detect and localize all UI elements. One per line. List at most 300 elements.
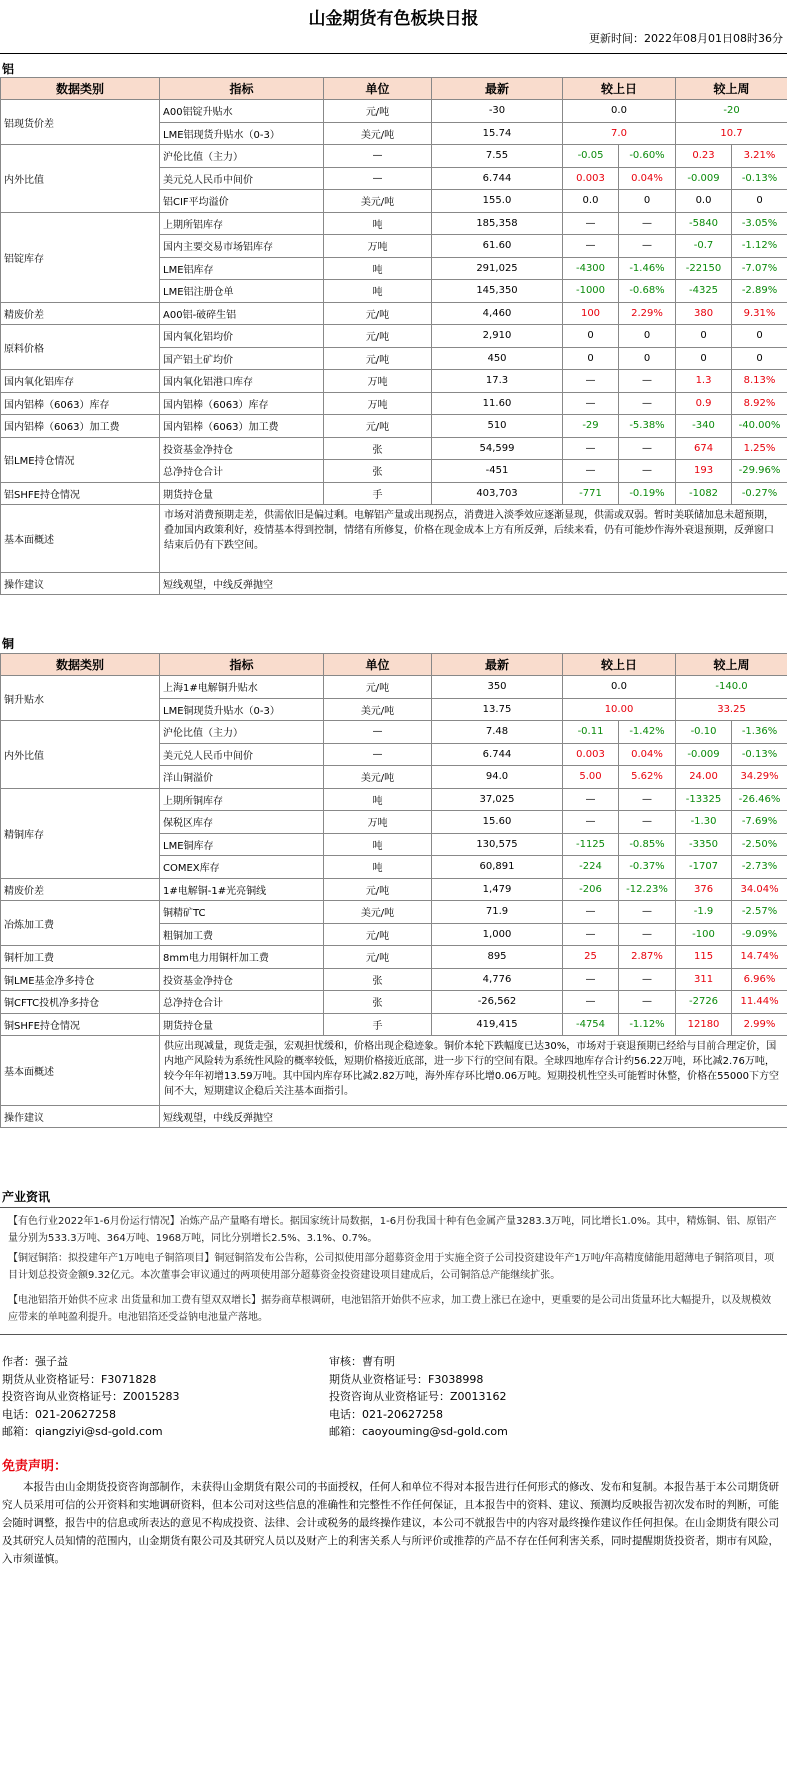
day-change-cell: 0 (563, 325, 619, 348)
category-cell: 铜SHFE持仓情况 (1, 1013, 160, 1036)
category-cell: 原料价格 (1, 325, 160, 370)
indicator-cell: LME铜现货升贴水（0-3） (160, 698, 324, 721)
day-change-cell: — (563, 991, 619, 1014)
latest-cell: 1,479 (432, 878, 563, 901)
week-change-pct-cell: 1.25% (732, 437, 787, 460)
overview-row (1, 1036, 787, 1106)
reviewer-advisory-license: 投资咨询从业资格证号：Z0013162 (329, 1390, 507, 1403)
indicator-cell: 投资基金净持仓 (160, 437, 324, 460)
week-change-cell: 376 (676, 878, 732, 901)
week-change-cell: 380 (676, 302, 732, 325)
week-change-pct-cell: 8.92% (732, 392, 787, 415)
indicator-cell: 国内主要交易市场铝库存 (160, 235, 324, 258)
table-row (1, 968, 787, 991)
table-row (1, 100, 787, 123)
week-change-cell: -100 (676, 923, 732, 946)
reviewer-name: 审核：曹有明 (329, 1355, 395, 1368)
week-change-pct-cell: -0.13% (732, 167, 787, 190)
week-change-pct-cell: 11.44% (732, 991, 787, 1014)
table-row (1, 901, 787, 924)
header-col-latest: 最新 (432, 654, 563, 676)
latest-cell: 61.60 (432, 235, 563, 258)
unit-cell: 美元/吨 (324, 901, 432, 924)
indicator-cell: 铝CIF平均溢价 (160, 190, 324, 213)
week-change-pct-cell: -7.07% (732, 257, 787, 280)
week-change-cell: -0.009 (676, 167, 732, 190)
advice-text: 短线观望，中线反弹抛空 (160, 1106, 787, 1128)
reviewer-email[interactable]: 邮箱：caoyouming@sd-gold.com (329, 1425, 508, 1438)
indicator-cell: 总净持仓合计 (160, 991, 324, 1014)
latest-cell: 11.60 (432, 392, 563, 415)
table-row (1, 721, 787, 744)
week-change-pct-cell: 0 (732, 325, 787, 348)
latest-cell: 15.74 (432, 122, 563, 145)
header-col-indicator: 指标 (160, 78, 324, 100)
unit-cell: 美元/吨 (324, 766, 432, 789)
week-change-pct-cell: 2.99% (732, 1013, 787, 1036)
day-change-pct-cell: -12.23% (619, 878, 676, 901)
advice-row (1, 573, 787, 595)
overview-row (1, 505, 787, 573)
category-cell: 铝锭库存 (1, 212, 160, 302)
unit-cell: 万吨 (324, 392, 432, 415)
header-col-vs-prev-day: 较上日 (563, 78, 676, 100)
table-row (1, 788, 787, 811)
week-change-pct-cell: -2.57% (732, 901, 787, 924)
day-change-cell: -4754 (563, 1013, 619, 1036)
latest-cell: 145,350 (432, 280, 563, 303)
category-cell: 国内铝棒（6063）加工费 (1, 415, 160, 438)
week-change-cell: -0.009 (676, 743, 732, 766)
advice-text: 短线观望，中线反弹抛空 (160, 573, 787, 595)
category-cell: 内外比值 (1, 721, 160, 789)
latest-cell: 7.48 (432, 721, 563, 744)
day-change-cell: -29 (563, 415, 619, 438)
category-cell: 精铜库存 (1, 788, 160, 878)
week-change-cell: 0 (676, 347, 732, 370)
indicator-cell: LME铝库存 (160, 257, 324, 280)
latest-cell: 54,599 (432, 437, 563, 460)
category-cell: 铜CFTC投机净多持仓 (1, 991, 160, 1014)
day-change-pct-cell: — (619, 212, 676, 235)
author-phone: 电话：021-20627258 (2, 1407, 116, 1421)
unit-cell: 吨 (324, 280, 432, 303)
unit-cell: 张 (324, 968, 432, 991)
week-change-pct-cell: -3.05% (732, 212, 787, 235)
week-change-pct-cell: -2.73% (732, 856, 787, 879)
indicator-cell: 8mm电力用铜杆加工费 (160, 946, 324, 969)
category-cell: 内外比值 (1, 145, 160, 213)
news-item: 【电池铝箔开始供不应求 出货量和加工费有望双双增长】据券商草根调研，电池铝箔开始供不应求，加工费上涨已在途中，更重要的是公司出货量环比大幅提升，以及规模效应带来的单吨盈利提升。电池铝箔还受益钠电池量产落地。 (8, 1295, 772, 1323)
latest-cell: 94.0 (432, 766, 563, 789)
category-cell: 精废价差 (1, 878, 160, 901)
indicator-cell: 粗铜加工费 (160, 923, 324, 946)
indicator-cell: 国内氧化铝均价 (160, 325, 324, 348)
week-change-cell: -3350 (676, 833, 732, 856)
week-change-cell: -1707 (676, 856, 732, 879)
author-block (2, 1353, 180, 1441)
unit-cell: 张 (324, 437, 432, 460)
day-change-cell: -206 (563, 878, 619, 901)
indicator-cell: LME铝现货升贴水（0-3） (160, 122, 324, 145)
day-change-pct-cell: — (619, 788, 676, 811)
latest-cell: 895 (432, 946, 563, 969)
indicator-cell: 上海1#电解铜升贴水 (160, 676, 324, 699)
week-change-cell: 193 (676, 460, 732, 483)
unit-cell: — (324, 167, 432, 190)
day-change-cell: — (563, 811, 619, 834)
table-row (1, 212, 787, 235)
table-row (1, 325, 787, 348)
news-divider (0, 1207, 787, 1208)
day-change-pct-cell: — (619, 991, 676, 1014)
latest-cell: -26,562 (432, 991, 563, 1014)
unit-cell: — (324, 721, 432, 744)
indicator-cell: 国内铝棒（6063）加工费 (160, 415, 324, 438)
week-change-pct-cell: -2.89% (732, 280, 787, 303)
latest-cell: 60,891 (432, 856, 563, 879)
day-change-pct-cell: 5.62% (619, 766, 676, 789)
week-change-cell: 0.0 (676, 190, 732, 213)
week-change-pct-cell: 0 (732, 347, 787, 370)
latest-cell: -30 (432, 100, 563, 123)
latest-cell: 13.75 (432, 698, 563, 721)
day-change-cell: — (563, 437, 619, 460)
indicator-cell: 国内氧化铝港口库存 (160, 370, 324, 393)
day-change-pct-cell: — (619, 811, 676, 834)
latest-cell: 185,358 (432, 212, 563, 235)
day-change-pct-cell: 0.04% (619, 167, 676, 190)
week-change-pct-cell: 34.29% (732, 766, 787, 789)
category-cell: 铝SHFE持仓情况 (1, 482, 160, 505)
category-cell: 国内氧化铝库存 (1, 370, 160, 393)
latest-cell: 155.0 (432, 190, 563, 213)
week-change-cell: -20 (676, 100, 787, 123)
top-divider (0, 53, 787, 54)
indicator-cell: 上期所铜库存 (160, 788, 324, 811)
category-cell: 铝现货价差 (1, 100, 160, 145)
week-change-pct-cell: 34.04% (732, 878, 787, 901)
day-change-cell: — (563, 968, 619, 991)
indicator-cell: 期货持仓量 (160, 482, 324, 505)
disclaimer-title: 免责声明： (2, 1459, 68, 1474)
indicator-cell: A00铝锭升贴水 (160, 100, 324, 123)
latest-cell: 450 (432, 347, 563, 370)
latest-cell: 37,025 (432, 788, 563, 811)
day-change-cell: — (563, 788, 619, 811)
week-change-cell: 33.25 (676, 698, 787, 721)
aluminum-section-title: 铝 (2, 62, 15, 76)
reviewer-block (329, 1353, 508, 1441)
week-change-pct-cell: -0.13% (732, 743, 787, 766)
category-cell: 铝LME持仓情况 (1, 437, 160, 482)
unit-cell: 元/吨 (324, 100, 432, 123)
overview-label: 基本面概述 (1, 505, 160, 573)
latest-cell: 6.744 (432, 167, 563, 190)
week-change-cell: 0.23 (676, 145, 732, 168)
week-change-cell: 311 (676, 968, 732, 991)
day-change-pct-cell: -0.19% (619, 482, 676, 505)
table-row (1, 878, 787, 901)
week-change-pct-cell: -0.27% (732, 482, 787, 505)
week-change-cell: -22150 (676, 257, 732, 280)
week-change-pct-cell: 9.31% (732, 302, 787, 325)
latest-cell: 4,776 (432, 968, 563, 991)
indicator-cell: 保税区库存 (160, 811, 324, 834)
table-row (1, 370, 787, 393)
indicator-cell: 美元兑人民币中间价 (160, 743, 324, 766)
week-change-pct-cell: -2.50% (732, 833, 787, 856)
news-section-title: 产业资讯 (2, 1190, 51, 1204)
day-change-pct-cell: — (619, 923, 676, 946)
day-change-cell: -1000 (563, 280, 619, 303)
author-name: 作者：强子益 (2, 1355, 68, 1368)
day-change-pct-cell: — (619, 460, 676, 483)
unit-cell: 元/吨 (324, 325, 432, 348)
week-change-pct-cell: -29.96% (732, 460, 787, 483)
indicator-cell: LME铜库存 (160, 833, 324, 856)
week-change-pct-cell: -40.00% (732, 415, 787, 438)
latest-cell: 6.744 (432, 743, 563, 766)
week-change-pct-cell: 14.74% (732, 946, 787, 969)
table-row (1, 437, 787, 460)
day-change-pct-cell: — (619, 235, 676, 258)
indicator-cell: COMEX库存 (160, 856, 324, 879)
day-change-cell: 100 (563, 302, 619, 325)
day-change-cell: 10.00 (563, 698, 676, 721)
day-change-cell: -0.05 (563, 145, 619, 168)
table-row (1, 1013, 787, 1036)
latest-cell: 7.55 (432, 145, 563, 168)
day-change-pct-cell: 0.04% (619, 743, 676, 766)
week-change-pct-cell: 6.96% (732, 968, 787, 991)
unit-cell: 元/吨 (324, 676, 432, 699)
category-cell: 精废价差 (1, 302, 160, 325)
aluminum-table (0, 77, 787, 595)
week-change-cell: -0.7 (676, 235, 732, 258)
day-change-cell: 0 (563, 347, 619, 370)
header-col-category: 数据类别 (1, 654, 160, 676)
day-change-pct-cell: -0.85% (619, 833, 676, 856)
week-change-pct-cell: -26.46% (732, 788, 787, 811)
day-change-cell: — (563, 235, 619, 258)
week-change-cell: -13325 (676, 788, 732, 811)
day-change-pct-cell: -1.46% (619, 257, 676, 280)
unit-cell: 手 (324, 482, 432, 505)
day-change-pct-cell: — (619, 437, 676, 460)
day-change-cell: 0.0 (563, 190, 619, 213)
day-change-cell: 0.0 (563, 100, 676, 123)
news-item: 【有色行业2022年1-6月份运行情况】冶炼产品产量略有增长。据国家统计局数据，1-6月份我国十种有色金属产量3283.3万吨，同比增长1.0%。其中，精炼铜、铝、原铝产量分别为533.3万吨、364万吨、1968万吨，同比分别增长2.5%、3.1%、0.7%。 (8, 1216, 777, 1244)
week-change-cell: -4325 (676, 280, 732, 303)
header-col-unit: 单位 (324, 78, 432, 100)
week-change-cell: -1082 (676, 482, 732, 505)
unit-cell: — (324, 743, 432, 766)
reviewer-phone: 电话：021-20627258 (329, 1407, 443, 1421)
table-row (1, 392, 787, 415)
author-advisory-license: 投资咨询从业资格证号：Z0015283 (2, 1390, 180, 1403)
day-change-cell: — (563, 212, 619, 235)
author-email[interactable]: 邮箱：qiangziyi@sd-gold.com (2, 1425, 163, 1438)
latest-cell: 15.60 (432, 811, 563, 834)
day-change-pct-cell: 2.87% (619, 946, 676, 969)
unit-cell: 手 (324, 1013, 432, 1036)
advice-label: 操作建议 (1, 573, 160, 595)
unit-cell: 美元/吨 (324, 122, 432, 145)
latest-cell: 2,910 (432, 325, 563, 348)
unit-cell: 张 (324, 460, 432, 483)
week-change-cell: 115 (676, 946, 732, 969)
latest-cell: 403,703 (432, 482, 563, 505)
week-change-cell: 674 (676, 437, 732, 460)
table-row (1, 946, 787, 969)
update-time: 更新时间：2022年08月01日08时36分 (589, 32, 783, 45)
report-title: 山金期货有色板块日报 (308, 9, 479, 29)
indicator-cell: 铜精矿TC (160, 901, 324, 924)
week-change-cell: -340 (676, 415, 732, 438)
day-change-cell: -4300 (563, 257, 619, 280)
indicator-cell: 期货持仓量 (160, 1013, 324, 1036)
unit-cell: 万吨 (324, 811, 432, 834)
indicator-cell: LME铝注册仓单 (160, 280, 324, 303)
header-col-latest: 最新 (432, 78, 563, 100)
week-change-cell: 10.7 (676, 122, 787, 145)
day-change-pct-cell: — (619, 901, 676, 924)
week-change-cell: -2726 (676, 991, 732, 1014)
unit-cell: 张 (324, 991, 432, 1014)
day-change-pct-cell: -1.12% (619, 1013, 676, 1036)
latest-cell: 4,460 (432, 302, 563, 325)
overview-text: 市场对消费预期走差，供需依旧是偏过剩。电解铝产量或出现拐点，消费进入淡季效应逐渐显现，供需或双弱。暂时美联储加息未超预期，叠加国内政策利好，疫情基本得到控制，情绪有所修复，价格在现金成本上方有所反弹，后续来看，仍有可能炒作海外衰退预期，反弹窗口结束后仍有下跌空间。 (160, 505, 787, 573)
week-change-cell: 1.3 (676, 370, 732, 393)
header-col-vs-prev-day: 较上日 (563, 654, 676, 676)
day-change-pct-cell: — (619, 392, 676, 415)
unit-cell: 万吨 (324, 370, 432, 393)
indicator-cell: 沪伦比值（主力） (160, 721, 324, 744)
day-change-cell: 5.00 (563, 766, 619, 789)
header-col-vs-prev-week: 较上周 (676, 654, 787, 676)
week-change-pct-cell: 8.13% (732, 370, 787, 393)
indicator-cell: 美元兑人民币中间价 (160, 167, 324, 190)
day-change-pct-cell: -1.42% (619, 721, 676, 744)
copper-section-title: 铜 (2, 637, 15, 651)
unit-cell: 美元/吨 (324, 190, 432, 213)
table-row (1, 302, 787, 325)
day-change-pct-cell: 0 (619, 347, 676, 370)
week-change-cell: -1.9 (676, 901, 732, 924)
category-cell: 铜杆加工费 (1, 946, 160, 969)
table-row (1, 676, 787, 699)
unit-cell: 美元/吨 (324, 698, 432, 721)
unit-cell: 万吨 (324, 235, 432, 258)
week-change-cell: -0.10 (676, 721, 732, 744)
week-change-pct-cell: 0 (732, 190, 787, 213)
day-change-pct-cell: 0 (619, 325, 676, 348)
day-change-cell: 7.0 (563, 122, 676, 145)
indicator-cell: 投资基金净持仓 (160, 968, 324, 991)
author-futures-license: 期货从业资格证号：F3071828 (2, 1372, 157, 1386)
overview-text: 供应出现减量，现货走强，宏观担忧缓和，价格出现企稳迹象。铜价本轮下跌幅度已达30%，市场对于衰退预期已经给与目前合理定价，国内地产风险转为系统性风险的概率较低，短期价格接近底部，进一步下行的空间有限。全球四地库存合计约56.22万吨，环比减2.76万吨，较今年年初增13.59万吨。其中国内库存环比减2.82万吨，海外库存环比增0.06万吨。短期投机性空头可能暂时休整，价格在55000下方空间不大，短期建议企稳后关注基本面指引。 (160, 1036, 787, 1106)
day-change-cell: — (563, 370, 619, 393)
day-change-pct-cell: — (619, 968, 676, 991)
day-change-pct-cell: 0 (619, 190, 676, 213)
unit-cell: 元/吨 (324, 415, 432, 438)
header-col-category: 数据类别 (1, 78, 160, 100)
day-change-pct-cell: -5.38% (619, 415, 676, 438)
indicator-cell: 沪伦比值（主力） (160, 145, 324, 168)
week-change-cell: -140.0 (676, 676, 787, 699)
week-change-cell: 24.00 (676, 766, 732, 789)
unit-cell: 吨 (324, 856, 432, 879)
indicator-cell: 国产铝土矿均价 (160, 347, 324, 370)
latest-cell: 1,000 (432, 923, 563, 946)
day-change-cell: 0.003 (563, 743, 619, 766)
overview-label: 基本面概述 (1, 1036, 160, 1106)
category-cell: 国内铝棒（6063）库存 (1, 392, 160, 415)
latest-cell: 350 (432, 676, 563, 699)
day-change-cell: 25 (563, 946, 619, 969)
unit-cell: 元/吨 (324, 878, 432, 901)
table-row (1, 991, 787, 1014)
day-change-cell: — (563, 392, 619, 415)
unit-cell: 元/吨 (324, 347, 432, 370)
day-change-cell: 0.003 (563, 167, 619, 190)
table-row (1, 415, 787, 438)
indicator-cell: 国内铝棒（6063）库存 (160, 392, 324, 415)
news-item: 【铜冠铜箔：拟投建年产1万吨电子铜箔项目】铜冠铜箔发布公告称，公司拟使用部分超募资金用于实施全资子公司投资建设年产1万吨/年高精度储能用超薄电子铜箔项目，项目计划总投资金额9.32亿元。本次董事会审议通过的两项使用部分超募资金投资建设项目建成后，公司铜箔总产能继续扩张。 (8, 1253, 775, 1281)
copper-table (0, 653, 787, 1128)
unit-cell: 元/吨 (324, 923, 432, 946)
week-change-pct-cell: -9.09% (732, 923, 787, 946)
authors-divider (0, 1334, 787, 1335)
day-change-cell: -771 (563, 482, 619, 505)
latest-cell: -451 (432, 460, 563, 483)
unit-cell: 元/吨 (324, 302, 432, 325)
week-change-cell: 12180 (676, 1013, 732, 1036)
unit-cell: 吨 (324, 788, 432, 811)
day-change-cell: — (563, 923, 619, 946)
week-change-cell: 0.9 (676, 392, 732, 415)
unit-cell: — (324, 145, 432, 168)
day-change-pct-cell: — (619, 370, 676, 393)
week-change-cell: 0 (676, 325, 732, 348)
day-change-cell: -1125 (563, 833, 619, 856)
unit-cell: 元/吨 (324, 946, 432, 969)
latest-cell: 17.3 (432, 370, 563, 393)
latest-cell: 130,575 (432, 833, 563, 856)
unit-cell: 吨 (324, 833, 432, 856)
advice-row (1, 1106, 787, 1128)
indicator-cell: A00铝-破碎生铝 (160, 302, 324, 325)
disclaimer-text: 本报告由山金期货投资咨询部制作，未获得山金期货有限公司的书面授权，任何人和单位不得对本报告进行任何形式的修改、发布和复制。本报告基于本公司期货研究人员采用可信的公开资料和实地调研资料，但本公司对这些信息的准确性和完整性不作任何保证，且本报告中的资料、建议、预测均反映报告初次发布时的判断，可能会随时调整，报告中的信息或所表达的意见不构成投资、法律、会计或税务的最终操作建议，本公司不就报告中的内容对最终操作建议作任何担保。在山金期货有限公司及其研究人员知情的范围内，山金期货有限公司及其研究人员以及财产上的利害关系人与所评价或推荐的产品不存在任何利害关系，同时提醒期货投资者，期市有风险，入市须谨慎。 (2, 1481, 779, 1565)
day-change-cell: — (563, 460, 619, 483)
indicator-cell: 总净持仓合计 (160, 460, 324, 483)
latest-cell: 291,025 (432, 257, 563, 280)
category-cell: 铜升贴水 (1, 676, 160, 721)
day-change-cell: — (563, 901, 619, 924)
unit-cell: 吨 (324, 257, 432, 280)
day-change-pct-cell: 2.29% (619, 302, 676, 325)
indicator-cell: 上期所铝库存 (160, 212, 324, 235)
week-change-pct-cell: 3.21% (732, 145, 787, 168)
week-change-pct-cell: -1.36% (732, 721, 787, 744)
day-change-cell: -0.11 (563, 721, 619, 744)
indicator-cell: 洋山铜溢价 (160, 766, 324, 789)
header-col-indicator: 指标 (160, 654, 324, 676)
latest-cell: 510 (432, 415, 563, 438)
week-change-pct-cell: -7.69% (732, 811, 787, 834)
week-change-cell: -5840 (676, 212, 732, 235)
